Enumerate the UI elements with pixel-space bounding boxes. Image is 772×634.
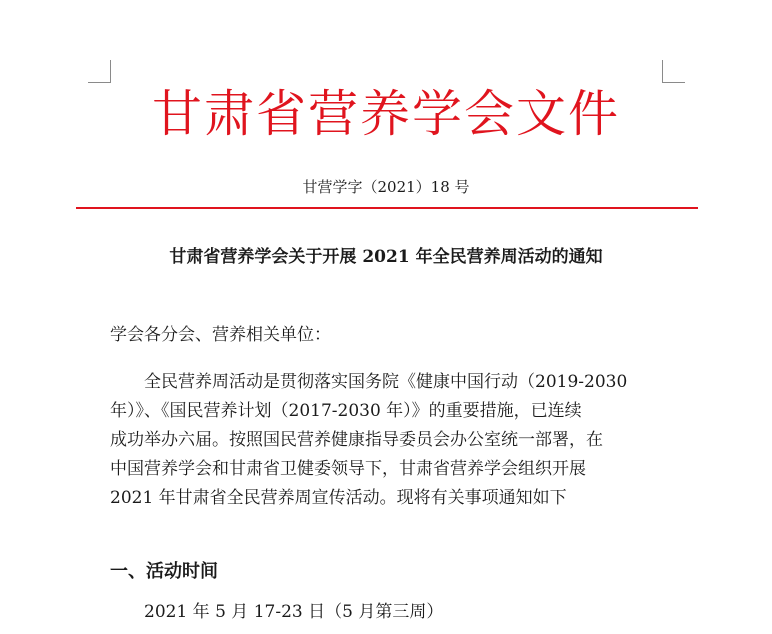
notice-title: 甘肃省营养学会关于开展 2021 年全民营养周活动的通知 bbox=[169, 247, 603, 267]
body-line: 全民营养周活动是贯彻落实国务院《健康中国行动（2019-2030 bbox=[144, 372, 628, 392]
body-line: 成功举办六届。按照国民营养健康指导委员会办公室统一部署，在 bbox=[110, 430, 603, 450]
body-line: 2021 年甘肃省全民营养周宣传活动。现将有关事项通知如下 bbox=[110, 488, 567, 508]
crop-mark-top-right bbox=[662, 60, 685, 83]
document-number: 甘营学字（2021）18 号 bbox=[302, 178, 470, 196]
body-line: 中国营养学会和甘肃省卫健委领导下，甘肃省营养学会组织开展 bbox=[110, 459, 586, 479]
red-divider-line bbox=[76, 207, 698, 209]
body-line: 年）》、《国民营养计划（2017-2030 年）》的重要措施，已连续 bbox=[110, 401, 582, 421]
section-text: 2021 年 5 月 17-23 日（5 月第三周） bbox=[144, 602, 444, 622]
organization-title: 甘肃省营养学会文件 bbox=[152, 85, 620, 143]
section-heading: 一、活动时间 bbox=[110, 561, 218, 582]
salutation: 学会各分会、营养相关单位： bbox=[110, 325, 331, 345]
body-paragraph bbox=[110, 368, 662, 513]
crop-mark-top-left bbox=[88, 60, 111, 83]
